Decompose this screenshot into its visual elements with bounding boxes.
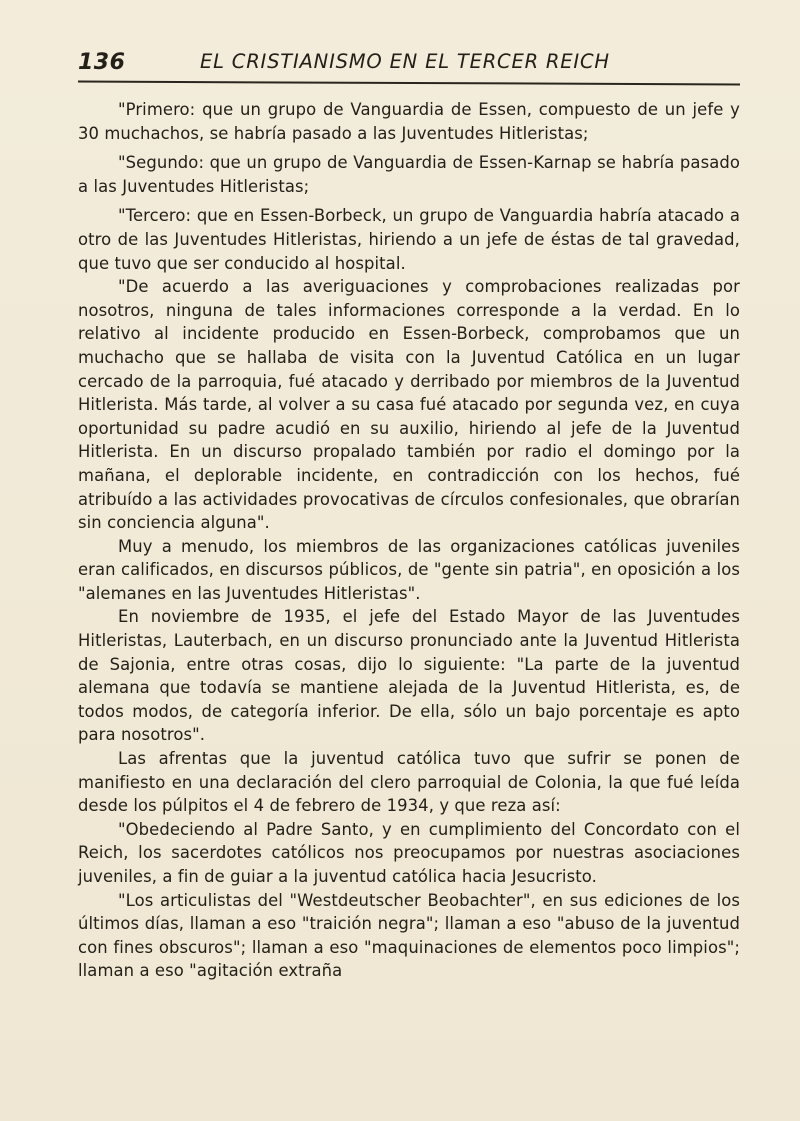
paragraph-westdeutscher: "Los articulistas del "Westdeutscher Beobachter", en sus ediciones de los últimos días, llaman a eso "traición negra"; llaman a eso "abuso de la juventud con fines obscuros"; llaman a eso "maquinaciones de elementos poco limpios"; llaman a eso "agitación extraña (78, 890, 740, 981)
running-title: EL CRISTIANISMO EN EL TERCER REICH (200, 50, 610, 73)
paragraph-segundo: "Segundo: que un grupo de Vanguardia de Essen-Karnap se habría pasado a las Juventudes Hitleristas; (78, 153, 740, 196)
paragraph-primero: "Primero: que un grupo de Vanguardia de Essen, compuesto de un jefe y 30 muchachos, se habría pasado a las Juventudes Hitleristas; (78, 100, 740, 143)
page-number: 136 (78, 50, 126, 75)
paragraph-sin-patria: Muy a menudo, los miembros de las organizaciones católicas juveniles eran calificados, en discursos públicos, de "gente sin patria", en oposición a los "alemanes en las Juventudes Hitleristas". (78, 536, 740, 603)
body-text (78, 98, 740, 983)
page-header (78, 40, 740, 82)
paragraph-averiguaciones: "De acuerdo a las averiguaciones y comprobaciones realizadas por nosotros, ninguna de tales informaciones corresponde a la verdad. En lo relativo al incidente producido en Essen-Borbeck, comprobamos que un muchacho que se hallaba de visita con la Juventud Católica en un lugar cercado de la parroquia, fué atacado y derribado por miembros de la Juventud Hitlerista. Más tarde, al volver a su casa fué atacado por segunda vez, en cuya oportunidad su padre acudió en su auxilio, hiriendo al jefe de la Juventud Hitlerista. En un discurso propalado también por radio el domingo por la mañana, el deplorable incidente, en contradicción con los hechos, fué atribuído a las actividades provocativas de círculos confesionales, que obrarían sin conciencia alguna". (78, 277, 740, 533)
paragraph-lauterbach: En noviembre de 1935, el jefe del Estado Mayor de las Juventudes Hitleristas, Lauterbach, en un discurso pronunciado ante la Juventud Hitlerista de Sajonia, entre otras cosas, dijo lo siguiente: "La parte de la juventud alemana que todavía se mantiene alejada de la Juventud Hitlerista, es, de todos modos, de categoría inferior. De ella, sólo un bajo porcentaje es apto para nosotros". (78, 607, 740, 745)
paragraph-afrentas: Las afrentas que la juventud católica tuvo que sufrir se ponen de manifiesto en una declaración del clero parroquial de Colonia, la que fué leída desde los púlpitos el 4 de febrero de 1934, y que reza así: (78, 749, 740, 816)
paragraph-padre-santo: "Obedeciendo al Padre Santo, y en cumplimiento del Concordato con el Reich, los sacerdotes católicos nos preocupamos por nuestras asociaciones juveniles, a fin de guiar a la juventud católica hacia Jesucristo. (78, 819, 740, 886)
paragraph-tercero: "Tercero: que en Essen-Borbeck, un grupo de Vanguardia habría atacado a otro de las Juventudes Hitleristas, hiriendo a un jefe de éstas de tal gravedad, que tuvo que ser conducido al hospital. (78, 206, 740, 273)
